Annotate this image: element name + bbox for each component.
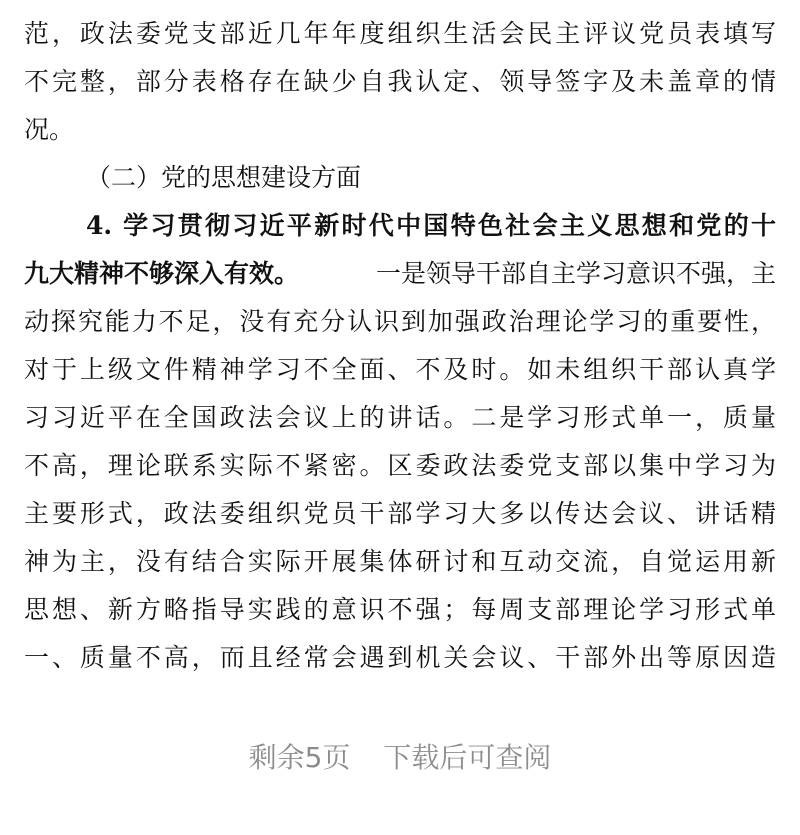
text-line: 况。 bbox=[24, 115, 75, 144]
text-line: 动探究能力不足，没有充分认识到加强政治理论学习的重要性， bbox=[24, 307, 776, 336]
document-body bbox=[24, 12, 776, 684]
text-line bbox=[24, 252, 776, 300]
text-line: 不高，理论联系实际不紧密。区委政法委党支部以集中学习为 bbox=[24, 451, 776, 480]
text-line: 一、质量不高，而且经常会遇到机关会议、干部外出等原因造 bbox=[24, 643, 776, 672]
text-segment: 一是领导干部自主学习意识不强，主 bbox=[375, 259, 776, 288]
text-line: 对于上级文件精神学习不全面、不及时。如未组织干部认真学 bbox=[24, 355, 776, 384]
text-line: 范，政法委党支部近几年年度组织生活会民主评议党员表填写 bbox=[24, 19, 776, 48]
item-heading-cont: 九大精神不够深入有效。 bbox=[24, 259, 300, 288]
section-heading: （二）党的思想建设方面 bbox=[86, 163, 362, 192]
text-line: 主要形式，政法委组织党员干部学习大多以传达会议、讲话精 bbox=[24, 499, 776, 528]
text-line: 神为主，没有结合实际开展集体研讨和互动交流，自觉运用新 bbox=[24, 547, 776, 576]
remaining-pages-label: 剩余5页 bbox=[248, 741, 351, 774]
text-line: 习习近平在全国政法会议上的讲话。二是学习形式单一，质量 bbox=[24, 403, 776, 432]
text-line: 不完整，部分表格存在缺少自我认定、领导签字及未盖章的情 bbox=[24, 67, 776, 96]
item-heading: 4. 学习贯彻习近平新时代中国特色社会主义思想和党的十 bbox=[86, 211, 776, 240]
download-prompt[interactable] bbox=[0, 736, 800, 776]
text-line: 思想、新方略指导实践的意识不强；每周支部理论学习形式单 bbox=[24, 595, 776, 624]
download-to-view-label[interactable]: 下载后可查阅 bbox=[383, 741, 552, 774]
